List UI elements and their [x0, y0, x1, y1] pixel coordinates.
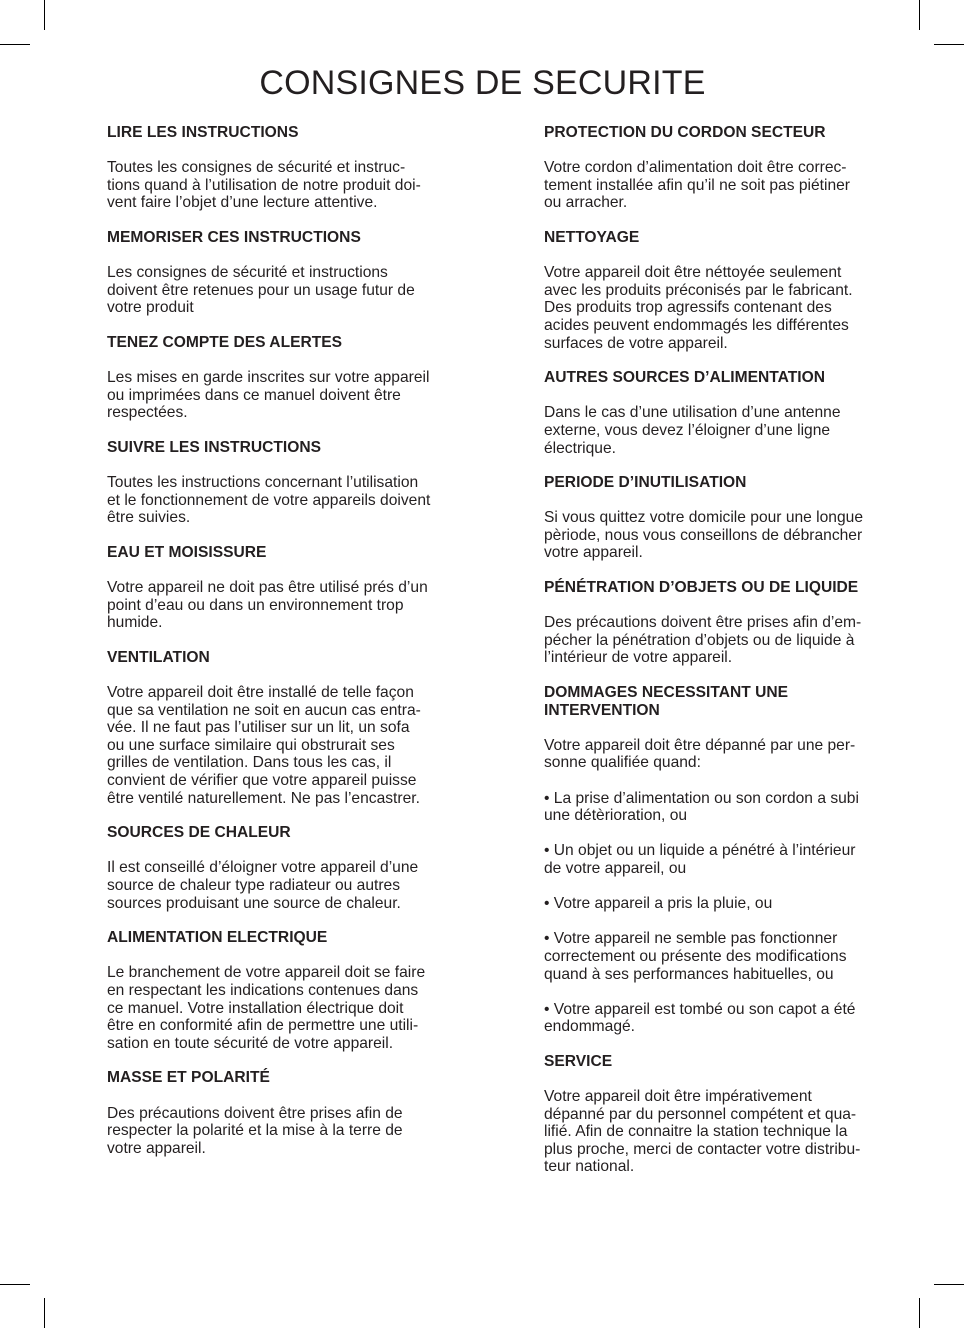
crop-mark [934, 1284, 964, 1285]
section-paragraph: Toutes les instructions concernant l’utilisation et le fonctionnement de votre appareils doivent être suivies. [107, 474, 431, 527]
section-heading: ALIMENTATION ELECTRIQUE [107, 929, 328, 947]
crop-mark [919, 0, 920, 30]
left-column [107, 124, 459, 1174]
section [107, 439, 459, 527]
right-column [544, 124, 896, 1193]
section-heading: EAU ET MOISISSURE [107, 543, 267, 561]
section-paragraph: Votre appareil ne doit pas être utilisé prés d’un point d’eau ou dans un environnement trop humide. [107, 579, 428, 632]
section-paragraph: Dans le cas d’une utilisation d’une antenne externe, vous devez l’éloigner d’une ligne électrique. [544, 404, 841, 457]
section-heading: DOMMAGES NECESSITANT UNE INTERVENTION [544, 684, 789, 719]
section [107, 229, 459, 317]
section-heading: PROTECTION DU CORDON SECTEUR [544, 124, 826, 141]
section [544, 684, 896, 1036]
section-paragraph: Il est conseillé d’éloigner votre appareil d’une source de chaleur type radiateur ou autres sources produisant une source de chaleur. [107, 859, 419, 912]
section [544, 579, 896, 667]
section [544, 1053, 896, 1176]
crop-mark [934, 44, 964, 45]
section [107, 824, 459, 912]
section-paragraph: Votre appareil doit être dépanné par une per- sonne qualifiée quand: [544, 736, 856, 772]
section-paragraph: Les consignes de sécurité et instructions doivent être retenues pour un usage futur de votre produit [107, 264, 415, 317]
section [544, 369, 896, 457]
section-paragraph: Les mises en garde inscrites sur votre appareil ou imprimées dans ce manuel doivent être respectées. [107, 369, 430, 422]
crop-mark [0, 1284, 30, 1285]
section [107, 334, 459, 422]
section-heading: MASSE ET POLARITÉ [107, 1069, 270, 1087]
section-paragraph: • Un objet ou un liquide a pénétré à l’intérieur de votre appareil, ou [544, 842, 856, 877]
section-paragraph: • Votre appareil a pris la pluie, ou [544, 895, 773, 913]
section-heading: SERVICE [544, 1052, 613, 1070]
section [107, 929, 459, 1052]
section-heading: MEMORISER CES INSTRUCTIONS [107, 228, 361, 246]
section [544, 124, 896, 212]
section-heading: PERIODE D’INUTILISATION [544, 474, 747, 492]
section-heading: LIRE LES INSTRUCTIONS [107, 124, 299, 141]
section-paragraph: Votre appareil doit être installé de telle façon que sa ventilation ne soit en aucun cas entra- vée. Il ne faut pas l’utiliser sur un lit, un sofa ou une surface similaire qui obstrurait ses grilles de ventilation. Dans tous les cas, il convient de vérifier que votre appareil puisse être ventilé naturellement. Ne pas l’encastrer. [107, 684, 421, 807]
section-heading: NETTOYAGE [544, 228, 640, 246]
section [107, 1069, 459, 1157]
section-paragraph: Votre appareil doit être impérativement dépanné par du personnel compétent et qua- lifié. Afin de connaitre la station technique la plus proche, merci de contacter votre distribu- teur national. [544, 1088, 861, 1176]
section [107, 544, 459, 632]
crop-mark [44, 1298, 45, 1328]
crop-mark [0, 44, 30, 45]
crop-mark [44, 0, 45, 30]
section-heading: VENTILATION [107, 648, 210, 666]
section-paragraph: • Votre appareil ne semble pas fonctionner correctement ou présente des modifications quand à ses performances habituelles, ou [544, 930, 847, 983]
section [107, 649, 459, 807]
section-heading: SUIVRE LES INSTRUCTIONS [107, 438, 322, 456]
section-paragraph: Si vous quittez votre domicile pour une longue pèriode, nous vous conseillons de débrancher votre appareil. [544, 509, 863, 562]
section-heading: TENEZ COMPTE DES ALERTES [107, 333, 343, 351]
section-paragraph: Votre cordon d’alimentation doit être correc- tement installée afin qu’il ne soit pas piétiner ou arracher. [544, 159, 850, 212]
section-paragraph: • Votre appareil est tombé ou son capot a été endommagé. [544, 1000, 856, 1036]
section [544, 474, 896, 562]
section-paragraph: Des précautions doivent être prises afin d’em- pécher la pénétration d’objets ou de liquide à l’intérieur de votre appareil. [544, 614, 862, 667]
section [544, 229, 896, 352]
section-heading: PÉNÉTRATION D’OBJETS OU DE LIQUIDE [544, 579, 859, 597]
section-heading: SOURCES DE CHALEUR [107, 824, 291, 842]
section-paragraph: Le branchement de votre appareil doit se faire en respectant les indications contenues dans ce manuel. Votre installation électrique doit être en conformité afin de permettre une utili- sation en toute sécurité de votre appareil. [107, 964, 426, 1052]
section [107, 124, 459, 212]
section-paragraph: • La prise d’alimentation ou son cordon a subi une détèrioration, ou [544, 789, 859, 825]
page-title: CONSIGNES DE SECURITE [259, 64, 706, 102]
crop-mark [919, 1298, 920, 1328]
section-paragraph: Votre appareil doit être néttoyée seulement avec les produits préconisés par le fabricant. Des produits trop agressifs contenant des acides peuvent endommagés les différentes surfaces de votre appareil. [544, 264, 853, 352]
section-heading: AUTRES SOURCES D’ALIMENTATION [544, 369, 825, 387]
section-paragraph: Des précautions doivent être prises afin de respecter la polarité et la mise à la terre de votre appareil. [107, 1104, 403, 1157]
section-paragraph: Toutes les consignes de sécurité et instruc- tions quand à l’utilisation de notre produit doi- vent faire l’objet d’une lecture attentive. [107, 159, 421, 212]
